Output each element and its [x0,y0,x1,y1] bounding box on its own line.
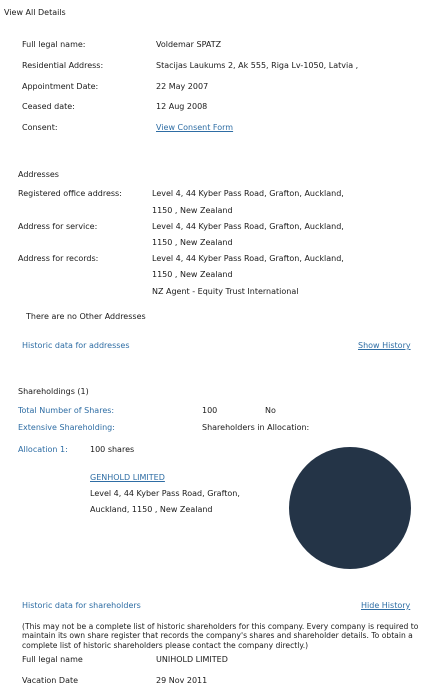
consent-label: Consent: [22,123,58,132]
extensive-shareholding-value: No [265,406,276,415]
ceased-date-value: 12 Aug 2008 [156,102,208,111]
full-name-label: Full legal name: [22,40,86,49]
holder-address-line1: Level 4, 44 Kyber Pass Road, Grafton, [90,489,240,498]
service-address-line1: Level 4, 44 Kyber Pass Road, Grafton, Auckland, [152,222,344,231]
registered-office-label: Registered office address: [18,189,122,198]
residential-address-label: Residential Address: [22,61,104,70]
shareholders-in-allocation-label: Shareholders in Allocation: [202,423,310,432]
ceased-date-label: Ceased date: [22,102,75,111]
page-title: View All Details [4,8,66,17]
service-address-line2: 1150 , New Zealand [152,238,233,247]
historic-addresses-label: Historic data for addresses [22,341,130,350]
historic-shareholders-note: (This may not be a complete list of historic shareholders for this company. Every company is required to maintain its own share register that records the company's shares and shareholder details. To obtain a complete list of historic shareholders please contact the company directly.) [22,622,419,650]
genhold-limited-link[interactable]: GENHOLD LIMITED [90,473,165,482]
historic-shareholders-label: Historic data for shareholders [22,601,141,610]
service-address-label: Address for service: [18,222,98,231]
registered-office-line2: 1150 , New Zealand [152,206,233,215]
allocation-label: Allocation 1: [18,445,68,454]
addresses-heading: Addresses [18,170,59,179]
appointment-date-value: 22 May 2007 [156,82,209,91]
allocation-pie-chart [289,447,411,569]
records-address-line1: Level 4, 44 Kyber Pass Road, Grafton, Auckland, [152,254,344,263]
no-other-addresses: There are no Other Addresses [26,312,146,321]
records-address-line2: 1150 , New Zealand [152,270,233,279]
records-address-line3: NZ Agent - Equity Trust International [152,287,299,296]
historic-full-name-label: Full legal name [22,655,83,664]
registered-office-line1: Level 4, 44 Kyber Pass Road, Grafton, Auckland, [152,189,344,198]
appointment-date-label: Appointment Date: [22,82,99,91]
holder-address-line2: Auckland, 1150 , New Zealand [90,505,213,514]
show-history-link[interactable]: Show History [358,341,411,350]
total-shares-value: 100 [202,406,218,415]
total-shares-label: Total Number of Shares: [18,406,115,415]
shareholdings-heading: Shareholdings (1) [18,387,89,396]
records-address-label: Address for records: [18,254,99,263]
historic-full-name-value: UNIHOLD LIMITED [156,655,228,664]
extensive-shareholding-label: Extensive Shareholding: [18,423,115,432]
vacation-date-value: 29 Nov 2011 [156,676,208,685]
view-consent-form-link[interactable]: View Consent Form [156,123,234,132]
hide-history-link[interactable]: Hide History [361,601,411,610]
allocation-shares: 100 shares [90,445,135,454]
vacation-date-label: Vacation Date [22,676,79,685]
full-name-value: Voldemar SPATZ [156,40,222,49]
residential-address-value: Stacijas Laukums 2, Ak 555, Riga Lv-1050, Latvia , [156,61,359,70]
